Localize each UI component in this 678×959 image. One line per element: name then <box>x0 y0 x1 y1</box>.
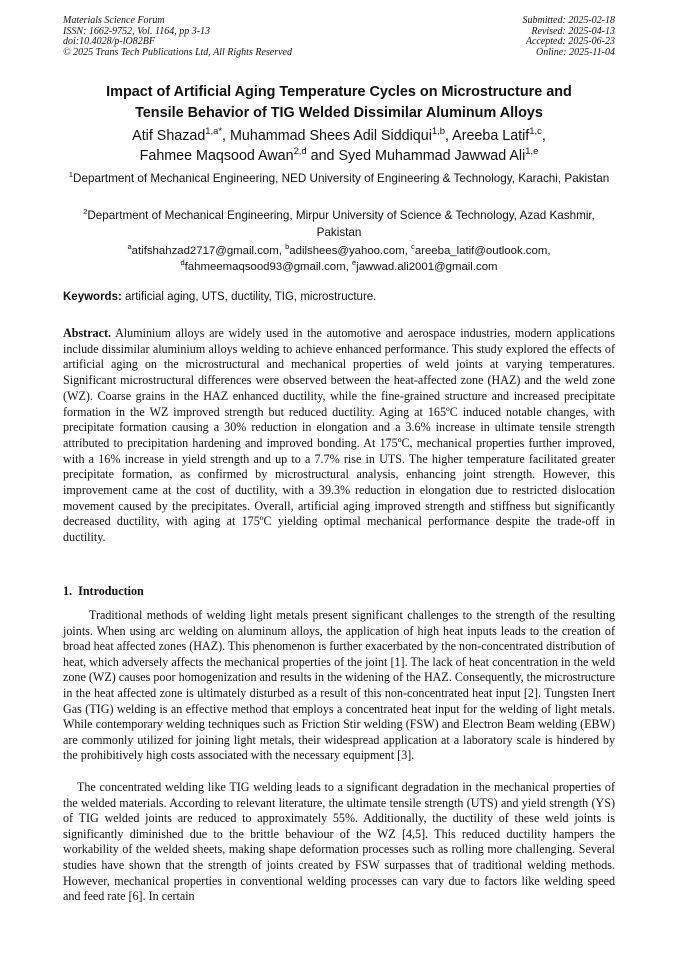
author-affiliation-mark: 1,b <box>431 125 445 137</box>
author-affiliation-mark: 2,d <box>293 145 307 157</box>
author-name: Syed Muhammad Jawwad Ali <box>338 148 526 164</box>
email-link[interactable]: jawwad.ali2001@gmail.com <box>356 261 498 273</box>
keywords-label: Keywords: <box>63 291 122 303</box>
author-list <box>40 126 638 166</box>
journal-name: Materials Science Forum <box>63 15 165 26</box>
paper-title <box>40 82 638 124</box>
abstract <box>63 326 615 546</box>
author-emails <box>60 243 618 275</box>
section-number: 1. <box>63 584 73 598</box>
abstract-label: Abstract. <box>63 326 112 340</box>
online-date: Online: 2025-11-04 <box>536 46 615 58</box>
email-line-1: $^a$atifshahzad2717@gmail.com, $^b$adilshees@yahoo.com, $^c$areeba_latif@outlook.com, <box>127 242 551 257</box>
dates-header <box>523 16 616 58</box>
author-name: Atif Shazad <box>132 128 206 144</box>
author-conjunction: and <box>310 148 335 164</box>
issn-volume: ISSN: 1662-9752, Vol. 1164, pp 3-13 <box>63 25 211 37</box>
author-affiliation-mark: 1,c <box>529 125 542 137</box>
doi: doi:10.4028/p-lO82BF <box>63 36 155 48</box>
abstract-text: Aluminium alloys are widely used in the automotive and aerospace industries, modern applications include dissimilar aluminium alloys welding to achieve enhanced performance. This study explored the effects of artificial aging on the microstructural and mechanical properties of weld joints at varying temperatures. Significant microstructural differences were observed between the heat-affected zone (HAZ) and the weld zone (WZ). Coarse grains in the HAZ enhanced ductility, while the fine-grained structure and increased precipitate formation in the WZ improved strength but reduced ductility. Aging at 165ºC induced notable changes, with precipitate formation causing a 30% reduction in elongation and a 3.6% increase in ultimate tensile strength attributed to precipitation hardening and improved bonding. At 175ºC, mechanical properties further improved, with a 16% increase in yield strength and up to a 7.7% rise in UTS. The higher temperature facilitated greater precipitate formation, as confirmed by microstructural analysis, enhancing joint strength. However, this improvement came at the cost of ductility, with a 39.3% reduction in elongation due to restricted dislocation movement caused by the precipitates. Overall, artificial aging improved strength and stiffness but significantly decreased ductility, with aging at 175ºC yielding optimal mechanical performance despite the trade-off in ductility. <box>63 326 616 545</box>
affiliation-2: $^2$Department of Mechanical Engineering, Mirpur University of Science & Technology, Azad Kashmir, Pakistan <box>83 207 595 239</box>
title-line-2: Tensile Behavior of TIG Welded Dissimilar Aluminum Alloys <box>135 105 543 121</box>
author-line-2 <box>40 146 638 166</box>
email-link[interactable]: atifshahzad2717@gmail.com <box>131 245 279 257</box>
author-affiliation-mark: 1,e <box>525 145 539 157</box>
email-link[interactable]: adilshees@yahoo.com <box>289 245 405 257</box>
journal-info-header <box>63 16 292 58</box>
accepted-date: Accepted: 2025-06-23 <box>525 36 615 48</box>
email-link[interactable]: fahmeemaqsood93@gmail.com <box>184 261 346 273</box>
author-name: Areeba Latif <box>452 128 530 144</box>
title-line-1: Impact of Artificial Aging Temperature Cycles on Microstructure and <box>106 84 572 100</box>
intro-paragraph-1: Traditional methods of welding light metals present significant challenges to the strength of the resulting joints. When using arc welding on aluminum alloys, the application of high heat inputs leads to the creation of broad heat affected zones (HAZ). This phenomenon is further exacerbated by the non-concentrated distribution of heat, which adversely affects the mechanical properties of the joint [1]. The lack of heat concentration in the weld zone (WZ) causes poor homogenization and results in the widening of the HAZ. Consequently, the microstructure in the heat affected zone is ultimately disturbed as a result of this non-concentrated heat input [2]. Tungsten Inert Gas (TIG) welding is an effective method that employs a concentrated heat input for the welding of light metals. While contemporary welding techniques such as Friction Stir welding (FSW) and Electron Beam welding (EBW) are commonly utilized for joining light metals, their widespread application at a laboratory scale is hindered by the prohibitively high costs associated with the necessary equipment [3]. <box>63 608 615 763</box>
revised-date: Revised: 2025-04-13 <box>531 25 615 37</box>
intro-paragraph-2: The concentrated welding like TIG welding leads to a significant degradation in the mechanical properties of the welded materials. According to relevant literature, the ultimate tensile strength (UTS) and yield strength (YS) of TIG welded joints are reduced to approximately 55%. Additionally, the ductility of these weld joints is significantly diminished due to the brittle behaviour of the WZ [4,5]. This reduced ductility hampers the workability of the welded sheets, making shape deformation processes such as rolling more challenging. Several studies have shown that the strength of joints created by FSW surpasses that of traditional welding methods. However, mechanical properties in conventional welding processes can vary due to factors like welding speed and feed rate [6]. In certain <box>63 780 615 904</box>
affiliation-1: $^1$Department of Mechanical Engineering, NED University of Engineering & Technology, Karachi, Pakistan <box>68 170 610 185</box>
keywords <box>63 291 376 303</box>
author-name: Fahmee Maqsood Awan <box>139 148 294 164</box>
author-affiliation-mark: 1,a* <box>205 125 223 137</box>
author-line-1: Atif Shazad$^{1,a*}$, Muhammad Shees Adil Siddiqui$^{1,b}$, Areeba Latif$^{1,c}$, <box>132 125 546 144</box>
author-name: Muhammad Shees Adil Siddiqui <box>230 128 432 144</box>
copyright: © 2025 Trans Tech Publications Ltd, All Rights Reserved <box>63 46 292 58</box>
email-line-2: $^d$fahmeemaqsood93@gmail.com, $^e$jawwad.ali2001@gmail.com <box>180 258 498 273</box>
section-title: Introduction <box>78 584 144 598</box>
email-link[interactable]: areeba_latif@outlook.com <box>414 245 548 257</box>
submitted-date: Submitted: 2025-02-18 <box>522 15 615 26</box>
keywords-text: artificial aging, UTS, ductility, TIG, microstructure. <box>125 291 377 303</box>
section-heading-introduction <box>63 584 144 599</box>
